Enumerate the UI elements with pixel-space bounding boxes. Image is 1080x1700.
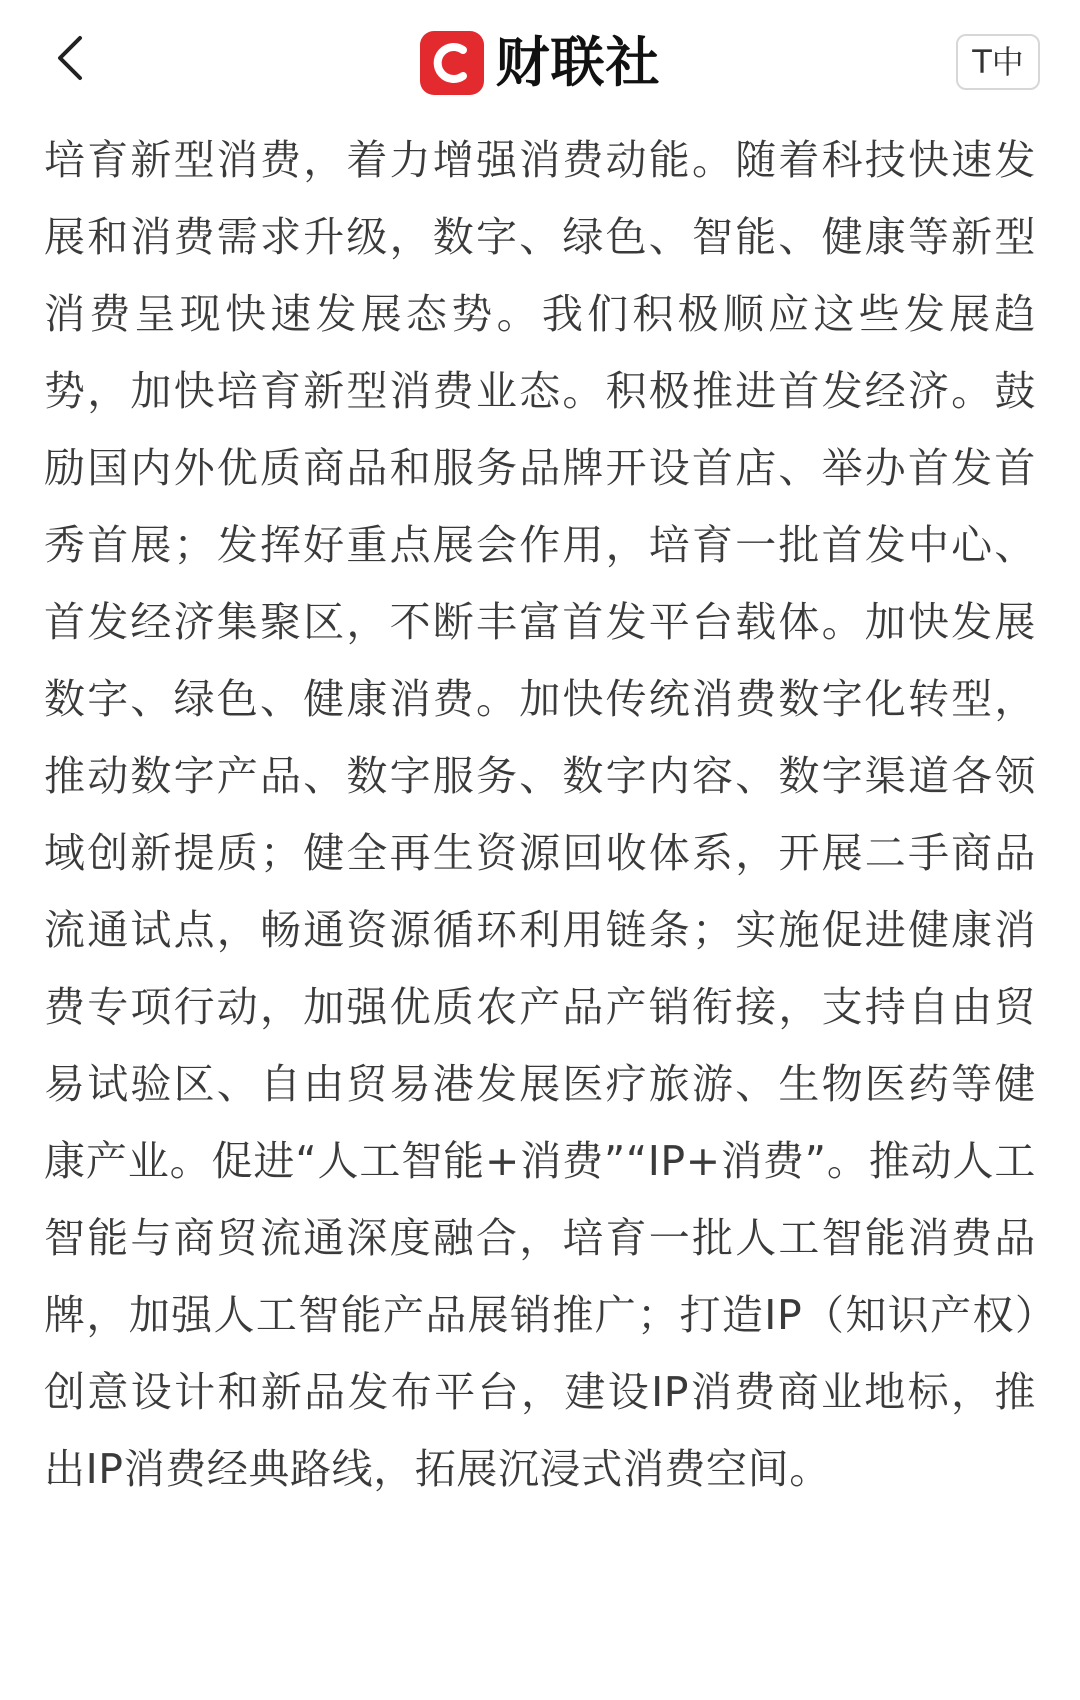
cls-logo-c-icon: [420, 31, 484, 95]
brand-logo: [0, 28, 1080, 98]
font-size-button[interactable]: T中: [956, 34, 1040, 90]
article-body: 培育新型消费，着力增强消费动能。随着科技快速发展和消费需求升级，数字、绿色、智能、健康等新型消费呈现快速发展态势。我们积极顺应这些发展趋势，加快培育新型消费业态。积极推进首发经济。鼓励国内外优质商品和服务品牌开设首店、举办首发首秀首展；发挥好重点展会作用，培育一批首发中心、首发经济集聚区，不断丰富首发平台载体。加快发展数字、绿色、健康消费。加快传统消费数字化转型，推动数字产品、数字服务、数字内容、数字渠道各领域创新提质；健全再生资源回收体系，开展二手商品流通试点，畅通资源循环利用链条；实施促进健康消费专项行动，加强优质农产品产销衔接，支持自由贸易试验区、自由贸易港发展医疗旅游、生物医药等健康产业。促进“人工智能+消费”“IP+消费”。推动人工智能与商贸流通深度融合，培育一批人工智能消费品牌，加强人工智能产品展销推广；打造IP（知识产权）创意设计和新品发布平台，建设IP消费商业地标，推出IP消费经典路线，拓展沉浸式消费空间。: [44, 136, 1036, 1493]
top-bar: [0, 0, 1080, 118]
brand-name: 财联社: [495, 31, 661, 94]
